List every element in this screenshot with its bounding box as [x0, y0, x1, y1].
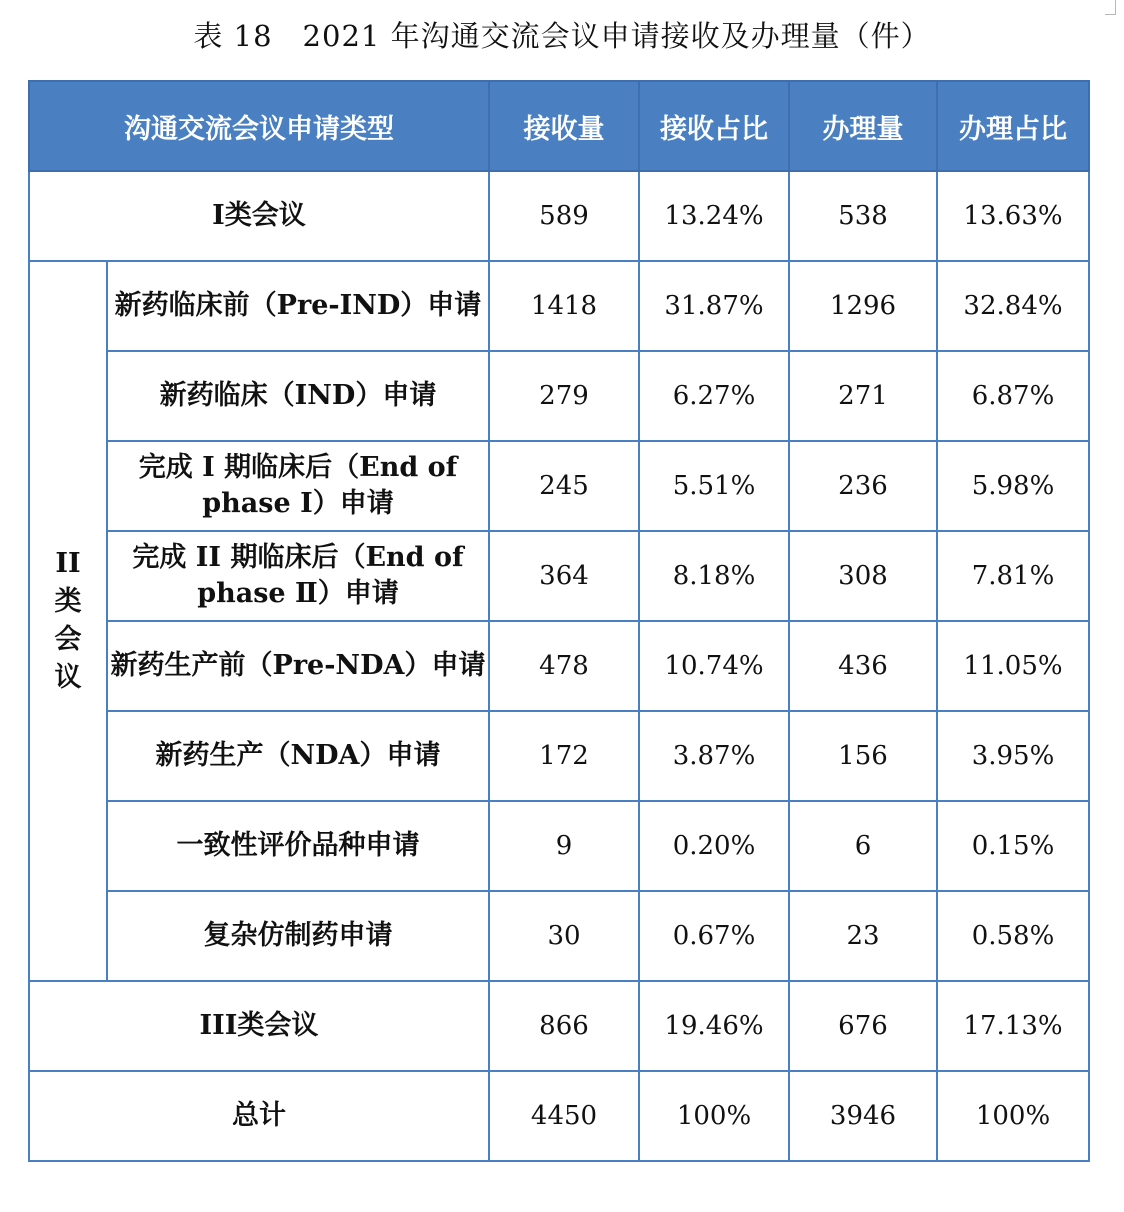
received-pct-cell: 5.51%: [639, 441, 789, 531]
header-handled: 办理量: [789, 81, 937, 171]
row-label: 一致性评价品种申请: [107, 801, 489, 891]
row-label: I类会议: [29, 171, 489, 261]
received-cell: 866: [489, 981, 639, 1071]
handled-pct-cell: 6.87%: [937, 351, 1089, 441]
received-pct-cell: 19.46%: [639, 981, 789, 1071]
handled-cell: 6: [789, 801, 937, 891]
table-row: [29, 261, 1089, 351]
table-row: [29, 351, 1089, 441]
received-pct-cell: 0.67%: [639, 891, 789, 981]
handled-pct-cell: 0.15%: [937, 801, 1089, 891]
handled-pct-cell: 0.58%: [937, 891, 1089, 981]
handled-cell: 676: [789, 981, 937, 1071]
handled-cell: 538: [789, 171, 937, 261]
table-row: [29, 801, 1089, 891]
handled-pct-cell: 3.95%: [937, 711, 1089, 801]
table-row: [29, 981, 1089, 1071]
header-received-pct: 接收占比: [639, 81, 789, 171]
received-cell: 9: [489, 801, 639, 891]
row-label: 总计: [29, 1071, 489, 1161]
received-cell: 245: [489, 441, 639, 531]
page-corner-mark: [1105, 0, 1116, 15]
received-cell: 589: [489, 171, 639, 261]
header-row: [29, 81, 1089, 171]
table-row: [29, 891, 1089, 981]
handled-cell: 436: [789, 621, 937, 711]
handled-pct-cell: 13.63%: [937, 171, 1089, 261]
received-cell: 478: [489, 621, 639, 711]
table-row: [29, 711, 1089, 801]
received-cell: 172: [489, 711, 639, 801]
handled-pct-cell: 100%: [937, 1071, 1089, 1161]
row-label: 完成 II 期临床后（End of phase Ⅱ）申请: [107, 531, 489, 621]
row-label: 新药临床前（Pre-IND）申请: [107, 261, 489, 351]
received-cell: 30: [489, 891, 639, 981]
handled-cell: 23: [789, 891, 937, 981]
meeting-applications-table: [28, 80, 1090, 1162]
received-cell: 4450: [489, 1071, 639, 1161]
row-label: 完成 I 期临床后（End of phase Ⅰ）申请: [107, 441, 489, 531]
received-pct-cell: 31.87%: [639, 261, 789, 351]
received-pct-cell: 0.20%: [639, 801, 789, 891]
row-label: 新药生产（NDA）申请: [107, 711, 489, 801]
received-pct-cell: 6.27%: [639, 351, 789, 441]
handled-cell: 3946: [789, 1071, 937, 1161]
received-cell: 1418: [489, 261, 639, 351]
row-label: 新药生产前（Pre-NDA）申请: [107, 621, 489, 711]
handled-pct-cell: 11.05%: [937, 621, 1089, 711]
table-row: [29, 441, 1089, 531]
table-row: [29, 171, 1089, 261]
table-title: 表 18 2021 年沟通交流会议申请接收及办理量（件）: [193, 19, 931, 53]
handled-pct-cell: 7.81%: [937, 531, 1089, 621]
table-row: [29, 531, 1089, 621]
handled-cell: 1296: [789, 261, 937, 351]
handled-cell: 156: [789, 711, 937, 801]
handled-pct-cell: 32.84%: [937, 261, 1089, 351]
total-row: [29, 1071, 1089, 1161]
header-received: 接收量: [489, 81, 639, 171]
handled-cell: 308: [789, 531, 937, 621]
received-pct-cell: 100%: [639, 1071, 789, 1161]
handled-cell: 271: [789, 351, 937, 441]
received-cell: 279: [489, 351, 639, 441]
handled-pct-cell: 17.13%: [937, 981, 1089, 1071]
table-row: [29, 621, 1089, 711]
row-label: 新药临床（IND）申请: [107, 351, 489, 441]
received-pct-cell: 8.18%: [639, 531, 789, 621]
group-label: II类会议: [54, 548, 82, 693]
received-pct-cell: 3.87%: [639, 711, 789, 801]
header-handled-pct: 办理占比: [937, 81, 1089, 171]
row-label: 复杂仿制药申请: [107, 891, 489, 981]
received-pct-cell: 13.24%: [639, 171, 789, 261]
group-label-cell: [29, 261, 107, 981]
handled-pct-cell: 5.98%: [937, 441, 1089, 531]
handled-cell: 236: [789, 441, 937, 531]
received-cell: 364: [489, 531, 639, 621]
received-pct-cell: 10.74%: [639, 621, 789, 711]
header-type: 沟通交流会议申请类型: [29, 81, 489, 171]
row-label: III类会议: [29, 981, 489, 1071]
